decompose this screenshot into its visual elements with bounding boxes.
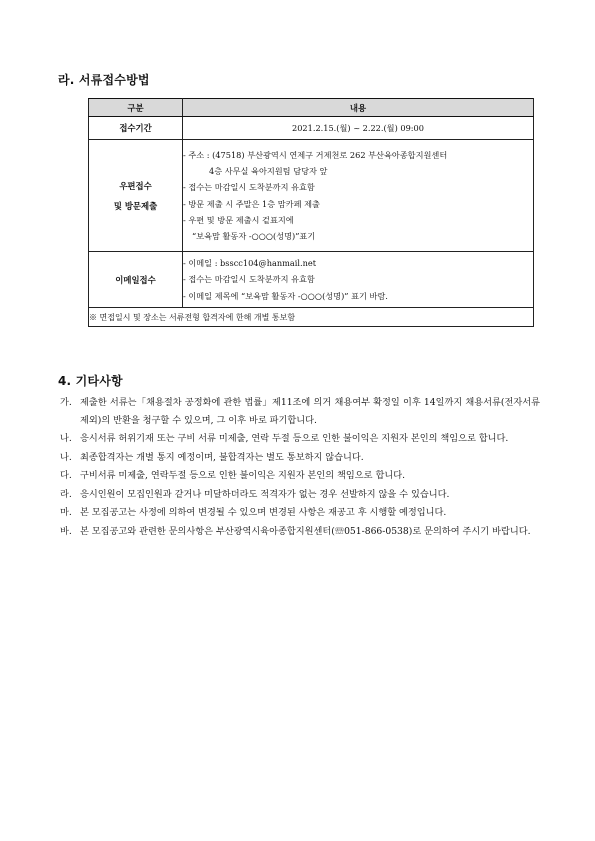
post-address: - 주소 : (47518) 부산광역시 연제구 거제천로 262 부산육아종합지원센터 [183,149,448,160]
email-subject-note: - 이메일 제목에 “보육맘 활동자 -○○○(성명)” 표기 바람. [183,290,388,301]
post-weekend-note: - 방문 제출 시 주말은 1층 맘카페 제출 [183,198,320,209]
item-marker: 바. [60,525,72,537]
item-marker: 라. [60,488,72,500]
post-address-detail: 4층 사무실 육아지원팀 담당자 앞 [209,166,328,177]
category-post-line2: 및 방문제출 [113,200,158,211]
other-items-list [60,394,540,541]
category-post-line1: 우편접수 [119,180,152,191]
table-row-email [89,252,534,308]
list-item [60,467,540,485]
period-value: 2021.2.15.(월) ~ 2.22.(월) 09:00 [183,117,534,140]
item-text: 응시서류 허위기재 또는 구비 서류 미제출, 연락 두절 등으로 인한 불이익은 지원자 본인의 책임으로 합니다. [80,433,509,444]
table-row-period [89,117,534,140]
header-category: 구분 [89,99,183,117]
email-content [183,252,534,308]
interview-note: ※ 면접일시 및 장소는 서류전형 합격자에 한해 개별 통보함 [89,308,534,327]
table-row-post [89,140,534,252]
post-content [183,140,534,252]
item-marker: 다. [60,470,72,481]
item-marker: 마. [60,507,72,518]
list-item [60,504,540,522]
list-item [60,394,540,429]
category-period: 접수기간 [89,117,183,140]
email-deadline-note: - 접수는 마감일시 도착분까지 유효함 [183,274,315,285]
email-address: - 이메일 : bsscc104@hanmail.net [183,258,317,269]
item-marker: 가. [60,397,72,408]
item-text: 본 모집공고와 관련한 문의사항은 부산광역시육아종합지원센터(☏051-866-0538)로 문의하여 주시기 바랍니다. [80,525,531,537]
table-header-row [89,99,534,117]
item-text: 본 모집공고는 사정에 의하여 변경될 수 있으며 변경된 사항은 재공고 후 시행할 예정입니다. [80,507,447,518]
item-text: 구비서류 미제출, 연락두절 등으로 인한 불이익은 지원자 본인의 책임으로 합니다. [80,470,406,481]
list-item [60,523,540,541]
item-text: 최종합격자는 개별 통지 예정이며, 불합격자는 별도 통보하지 않습니다. [80,451,364,463]
category-post [89,140,183,252]
category-email: 이메일접수 [89,252,183,308]
application-method-table [88,98,534,327]
item-marker: 나. [60,433,72,444]
section-heading-other: 4. 기타사항 [58,374,123,388]
list-item [60,449,540,467]
table-row-note [89,308,534,327]
item-marker: 나. [60,451,72,463]
section-heading-application-method: 라. 서류접수방법 [58,73,150,87]
list-item [60,430,540,448]
header-content: 내용 [183,99,534,117]
post-deadline-note: - 접수는 마감일시 도착분까지 유효함 [183,182,315,193]
post-cover-label: “보육맘 활동자 -○○○(성명)”표기 [192,230,316,241]
list-item [60,486,540,504]
item-text: 응시인원이 모집인원과 같거나 미달하더라도 적격자가 없는 경우 선발하지 않을 수 있습니다. [80,488,450,500]
post-cover-note: - 우편 및 방문 제출시 겉표지에 [183,214,294,225]
item-text: 제출한 서류는「채용절차 공정화에 관한 법률」제11조에 의거 채용여부 확정일 이후 14일까지 채용서류(전자서류 제외)의 반환을 청구할 수 있으며, 그 이후 바로 파기합니다. [80,397,540,426]
